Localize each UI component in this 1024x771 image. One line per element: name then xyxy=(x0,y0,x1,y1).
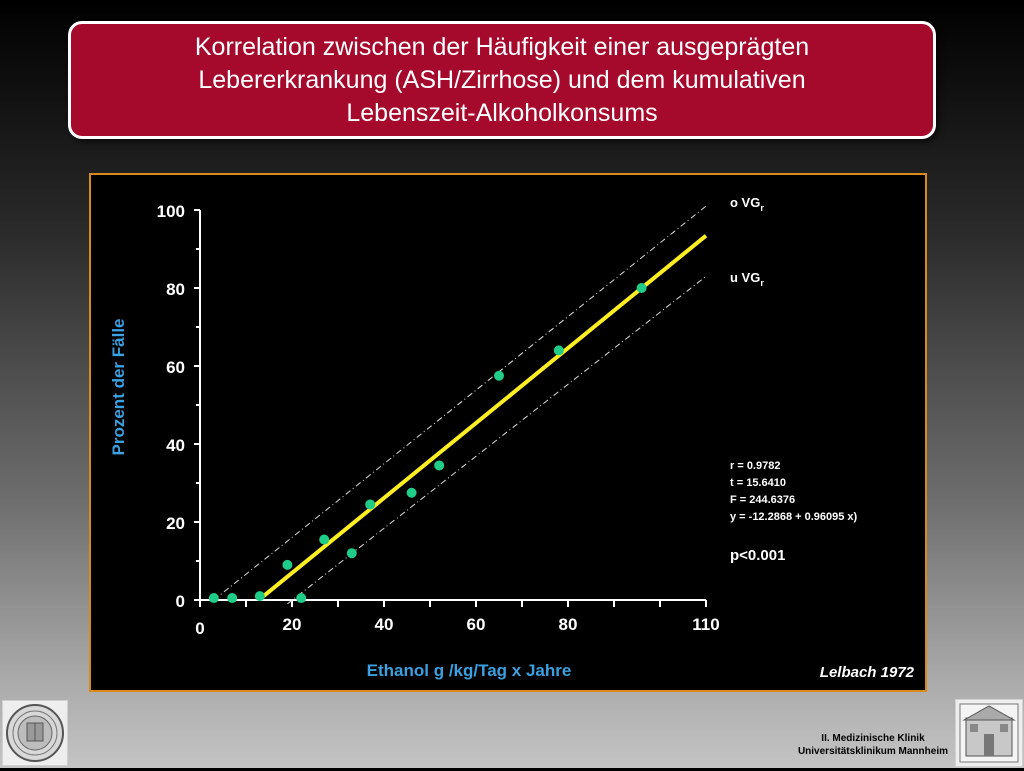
chart-labels xyxy=(109,195,915,681)
x-tick-label: 60 xyxy=(466,615,486,634)
scatter-chart xyxy=(91,175,925,690)
chart-frame xyxy=(89,173,927,692)
data-point xyxy=(637,283,647,293)
y-axis-label: Prozent der Fälle xyxy=(109,318,128,456)
p-value: p<0.001 xyxy=(730,547,786,564)
y-tick-label: 80 xyxy=(166,280,185,299)
data-points xyxy=(209,283,647,603)
lower-band-label: u $VG_r$ xyxy=(730,270,764,288)
institution-text xyxy=(798,732,948,758)
building-logo xyxy=(955,699,1023,767)
y-tick-label: 60 xyxy=(166,358,185,377)
seal-icon xyxy=(3,701,67,765)
x-tick-label: 110 xyxy=(692,615,720,634)
data-point xyxy=(554,345,564,355)
slide-title-box xyxy=(68,21,936,139)
institution-line-1: II. Medizinische Klinik xyxy=(821,733,925,744)
x-tick-label: 0 xyxy=(195,619,205,638)
data-point xyxy=(347,548,357,558)
university-seal-logo xyxy=(2,700,68,766)
data-point xyxy=(255,591,265,601)
data-point xyxy=(407,488,417,498)
data-point xyxy=(282,560,292,570)
x-tick-label: 20 xyxy=(282,615,302,634)
data-point xyxy=(296,593,306,603)
upper-band-label: o $VG_r$ xyxy=(730,195,764,213)
x-axis-label: Ethanol g /kg/Tag x Jahre xyxy=(366,661,572,680)
y-tick-label: 0 xyxy=(175,592,185,611)
data-point xyxy=(319,535,329,545)
y-tick-label: 20 xyxy=(166,514,185,533)
stat-equation: y = -12.2868 + 0.96095 x) xyxy=(730,511,858,523)
slide-title-line-1: Korrelation zwischen der Häufigkeit einer ausgeprägten xyxy=(194,32,810,61)
building-icon xyxy=(956,700,1022,766)
data-point xyxy=(365,499,375,509)
upper-confidence-band xyxy=(214,206,706,600)
stat-f: F = 244.6376 xyxy=(730,494,796,506)
institution-line-2: Universitätsklinikum Mannheim xyxy=(797,746,948,757)
slide-title-line-3: Lebenszeit-Alkoholkonsums xyxy=(346,98,658,127)
x-tick-label: 40 xyxy=(374,615,394,634)
stat-t: t = 15.6410 xyxy=(730,477,786,489)
y-tick-label: 100 xyxy=(156,202,185,221)
data-point xyxy=(494,371,504,381)
data-point xyxy=(227,593,237,603)
slide-title-line-2: Lebererkrankung (ASH/Zirrhose) und dem kumulativen xyxy=(198,65,806,94)
source-citation: Lelbach 1972 xyxy=(819,664,914,681)
x-tick-label: 80 xyxy=(558,615,578,634)
confidence-bands xyxy=(214,206,706,604)
stat-r: r = 0.9782 xyxy=(730,460,781,472)
y-tick-label: 40 xyxy=(166,436,185,455)
data-point xyxy=(434,460,444,470)
data-point xyxy=(209,593,219,603)
